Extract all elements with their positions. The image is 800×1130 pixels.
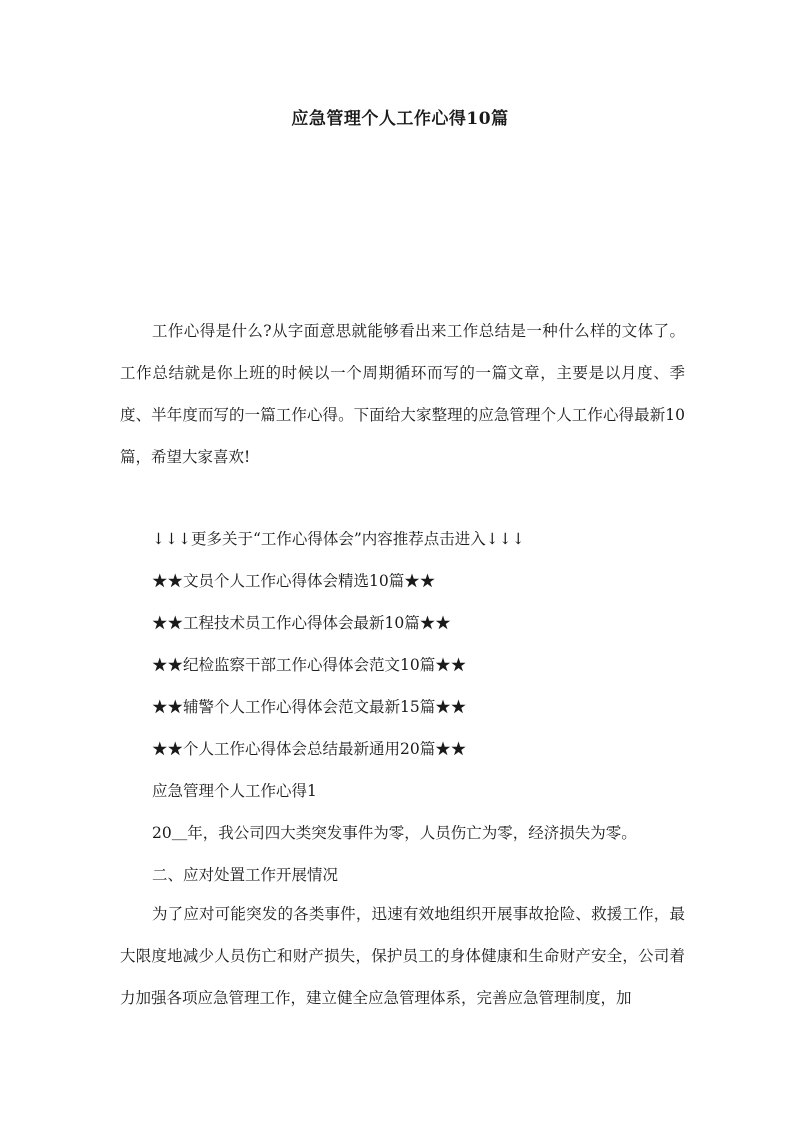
recommended-link-5[interactable]: ★★个人工作心得体会总结最新通用20篇★★: [152, 740, 467, 758]
statistics-line: 20＿年，我公司四大类突发事件为零，人员伤亡为零，经济损失为零。: [152, 824, 637, 842]
more-content-link[interactable]: ↓↓↓更多关于“工作心得体会”内容推荐点击进入↓↓↓: [152, 530, 525, 548]
recommended-link-1[interactable]: ★★文员个人工作心得体会精选10篇★★: [152, 572, 436, 590]
recommended-link-2[interactable]: ★★工程技术员工作心得体会最新10篇★★: [152, 614, 451, 632]
recommended-link-3[interactable]: ★★纪检监察干部工作心得体会范文10篇★★: [152, 656, 467, 674]
section-heading: 应急管理个人工作心得1: [152, 782, 317, 800]
recommended-link-4[interactable]: ★★辅警个人工作心得体会范文最新15篇★★: [152, 698, 467, 716]
intro-paragraph: 工作心得是什么?从字面意思就能够看出来工作总结是一种什么样的文体了。工作总结就是你上班的时候以一个周期循环而写的一篇文章，主要是以月度、季度、半年度而写的一篇工作心得。下面给大家整理的应急管理个人工作心得最新10篇，希望大家喜欢!: [120, 322, 685, 466]
subheading: 二、应对处置工作开展情况: [152, 866, 339, 884]
document-title: 应急管理个人工作心得10篇: [291, 109, 509, 129]
body-paragraph: 为了应对可能突发的各类事件，迅速有效地组织开展事故抢险、救援工作，最大限度地减少人员伤亡和财产损失，保护员工的身体健康和生命财产安全，公司着力加强各项应急管理工作，建立健全应急管理体系，完善应急管理制度，加: [120, 905, 685, 1007]
